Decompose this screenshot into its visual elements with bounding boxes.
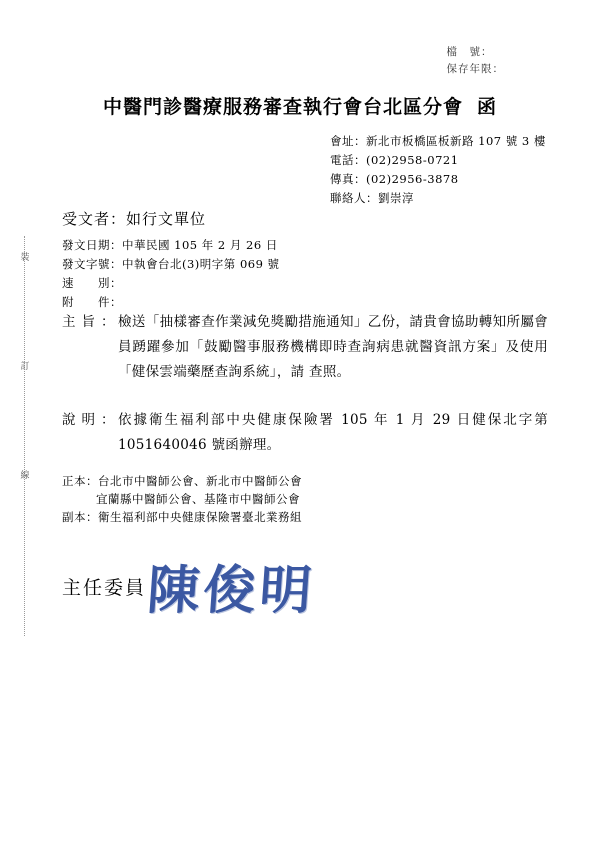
issue-date: 發文日期：中華民國 105 年 2 月 26 日 <box>62 238 278 252</box>
document-title <box>0 92 600 119</box>
distribution-block <box>62 472 302 526</box>
signature-name-stamp: 陳俊明 <box>145 560 318 621</box>
subject-body: 檢送「抽樣審查作業減免獎勵措施通知」乙份，請貴會協助轉知所屬會員踴躍參加「鼓勵醫事服務機構即時查詢病患就醫資訊方案」及使用「健保雲端藥歷查詢系統」，請 查照。 <box>118 314 548 380</box>
issue-attachment: 附 件： <box>62 295 122 309</box>
contact-person: 聯絡人：劉崇淳 <box>330 191 414 205</box>
distribution-copy-line: 副本：衛生福利部中央健康保險署臺北業務組 <box>62 510 302 524</box>
file-number-label: 檔 號： <box>446 46 493 58</box>
contact-address: 會址：新北市板橋區板新路 107 號 3 樓 <box>330 134 546 148</box>
contact-phone: 電話：(02)2958-0721 <box>330 153 459 167</box>
document-title-text: 中醫門診醫療服務審查執行會台北區分會 <box>102 96 463 118</box>
document-title-suffix: 函 <box>477 96 498 118</box>
explanation-body: 依據衛生福利部中央健康保險署 105 年 1 月 29 日健保北字第 1051640046 號函辦理。 <box>118 412 548 453</box>
issue-speed: 速 別： <box>62 276 122 290</box>
issue-block <box>62 236 280 312</box>
margin-mark-staple: 訂 <box>20 362 30 372</box>
recipient-line: 受文者：如行文單位 <box>62 210 207 228</box>
margin-mark-line: 線 <box>20 471 30 481</box>
explanation-label: 說明： <box>62 412 121 428</box>
issue-number: 發文字號：中執會台北(3)明字第 069 號 <box>62 257 280 271</box>
contact-block <box>330 132 546 208</box>
retention-label: 保存年限： <box>446 63 504 75</box>
subject-label: 主旨： <box>62 314 121 330</box>
distribution-primary-line1: 正本：台北市中醫師公會、新北市中醫師公會 <box>62 474 302 488</box>
document-meta <box>447 44 505 78</box>
margin-marks <box>14 250 36 577</box>
contact-fax: 傳真：(02)2956-3878 <box>330 172 459 186</box>
distribution-primary-line2: 宜蘭縣中醫師公會、基隆市中醫師公會 <box>96 492 300 506</box>
margin-mark-bind: 裝 <box>20 253 30 263</box>
signature-title: 主任委員 <box>62 577 147 599</box>
